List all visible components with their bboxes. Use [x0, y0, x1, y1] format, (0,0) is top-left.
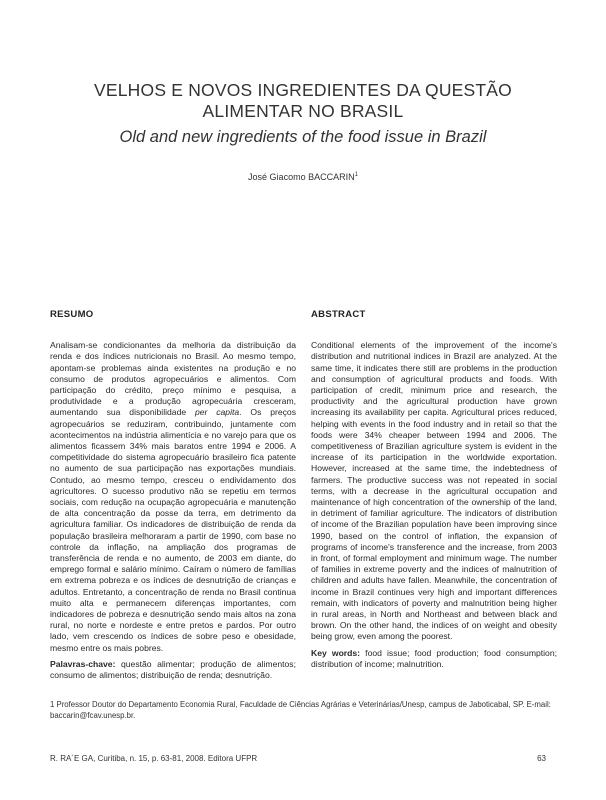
resumo-body: [50, 340, 296, 654]
resumo-body-italic: per capita: [194, 407, 240, 418]
author-footnote: 1 Professor Doutor do Departamento Economia Rural, Faculdade de Ciências Agrárias e Veterinárias/Unesp, campus de Jaboticabal, SP. E-mail: baccarin@fcav.unesp.br.: [50, 700, 551, 720]
abstract-body: Conditional elements of the improvement of the income's distribution and nutritional indices in Brazil are analyzed. At the same time, it indicates there still are problems in the production and consumption of agricultural products and foods. With participation of credit, minimum price and research, the productivity and the agricultural production have grown increasing its availability per capita. Agricultural prices reduced, helping with events in the food industry and in retail so that the foods were 34% cheaper between 1994 and 2006. The competitiveness of Brazilian agriculture system is evident in the increase of its participation in the worldwide exportation. However, increased at the same time, the indebtedness of farmers. The productive success was not repeated in social terms, with a decrease in the agricultural occupation and maintenance of high concentration of the ownership of the land, in detriment of familiar agriculture. The indicators of distribution of income of the Brazilian population have been improving since 1990, based on the control of inflation, the expansion of programs of income's transference and the increase, from 2003 in front, of formal employment and minimum wage. The number of families in extreme poverty and the indices of malnutrition of children and adults have fallen. Meanwhile, the concentration of income in Brazil continues very high and important differences remain, with indicators of poverty and malnutrition being higher in rural areas, in North and Northeast and between black and brown. On the other hand, the indices of on weight and obesity being grow, even among the poorest.: [311, 340, 557, 642]
abstract-column: [311, 309, 557, 670]
footer-citation: R. RA´E GA, Curitiba, n. 15, p. 63-81, 2008. Editora UFPR: [50, 754, 258, 763]
paper-title: [40, 80, 566, 122]
resumo-column: [50, 309, 296, 681]
resumo-keywords-text: questão alimentar; produção de alimentos; consumo de alimentos; distribuição de renda; desnutrição.: [50, 658, 296, 681]
abstract-keywords-text: food issue; food production; food consumption; distribution of income; malnutrition.: [311, 647, 558, 669]
author-line: [40, 172, 566, 182]
abstract-keywords-label: Key words:: [311, 647, 361, 658]
page-footer: [50, 754, 546, 763]
abstract-heading: ABSTRACT: [311, 309, 366, 320]
author-name: José Giacomo BACCARIN: [248, 172, 355, 182]
resumo-body-part1: Analisam-se condicionantes da melhoria da distribuição da renda e dos índices nutricionais no Brasil. Ao mesmo tempo, apontam-se problemas ainda existentes na produção e no consumo de produtos agropecuários e alimentos. Com participação do crédito, preço mínimo e pesquisa, a produtividade e a produção agropecuária cresceram, aumentando sua disponibilidade: [50, 340, 296, 418]
title-line-2: ALIMENTAR NO BRASIL: [202, 101, 404, 121]
page-number: 63: [537, 754, 546, 763]
resumo-heading: RESUMO: [50, 309, 94, 320]
author-footnote-mark: 1: [354, 172, 358, 178]
resumo-keywords: [50, 659, 296, 681]
resumo-body-part2: . Os preços agropecuários se reduziram, contribuindo, juntamente com acontecimentos na indústria alimentícia e no varejo para que os alimentos ficassem 34% mais baratos entre 1994 e 2006. A competitividade do sistema agropecuário brasileiro fica patente no aumento de sua participação nas exportações mundiais. Contudo, ao mesmo tempo, cresceu o endividamento dos agricultores. O sucesso produtivo não se repetiu em termos sociais, com redução na ocupação agropecuária e manutenção de alta concentração da posse da terra, em detrimento da agricultura familiar. Os indicadores de distribuição de renda da população brasileira melhoraram a partir de 1990, com base no controle da inflação, na ampliação dos programas de transferência de renda e no aumento, de 2003 em diante, do emprego formal e salário mínimo. Caíram o número de famílias em extrema pobreza e os índices de desnutrição de crianças e adultos. Entretanto, a concentração de renda no Brasil continua muito alta e permanecem diferenças importantes, com indicadores de pobreza e desnutrição sendo mais altos na zona rural, no norte e nordeste e entre pretos e pardos. Por outro lado, vem crescendo os índices de sobre peso e obesidade, mesmo entre os mais pobres.: [50, 407, 296, 653]
paper-subtitle: Old and new ingredients of the food issue in Brazil: [119, 128, 487, 146]
abstract-keywords: [311, 648, 557, 670]
resumo-keywords-label: Palavras-chave:: [50, 658, 116, 669]
title-line-1: VELHOS E NOVOS INGREDIENTES DA QUESTÃO: [94, 80, 512, 100]
